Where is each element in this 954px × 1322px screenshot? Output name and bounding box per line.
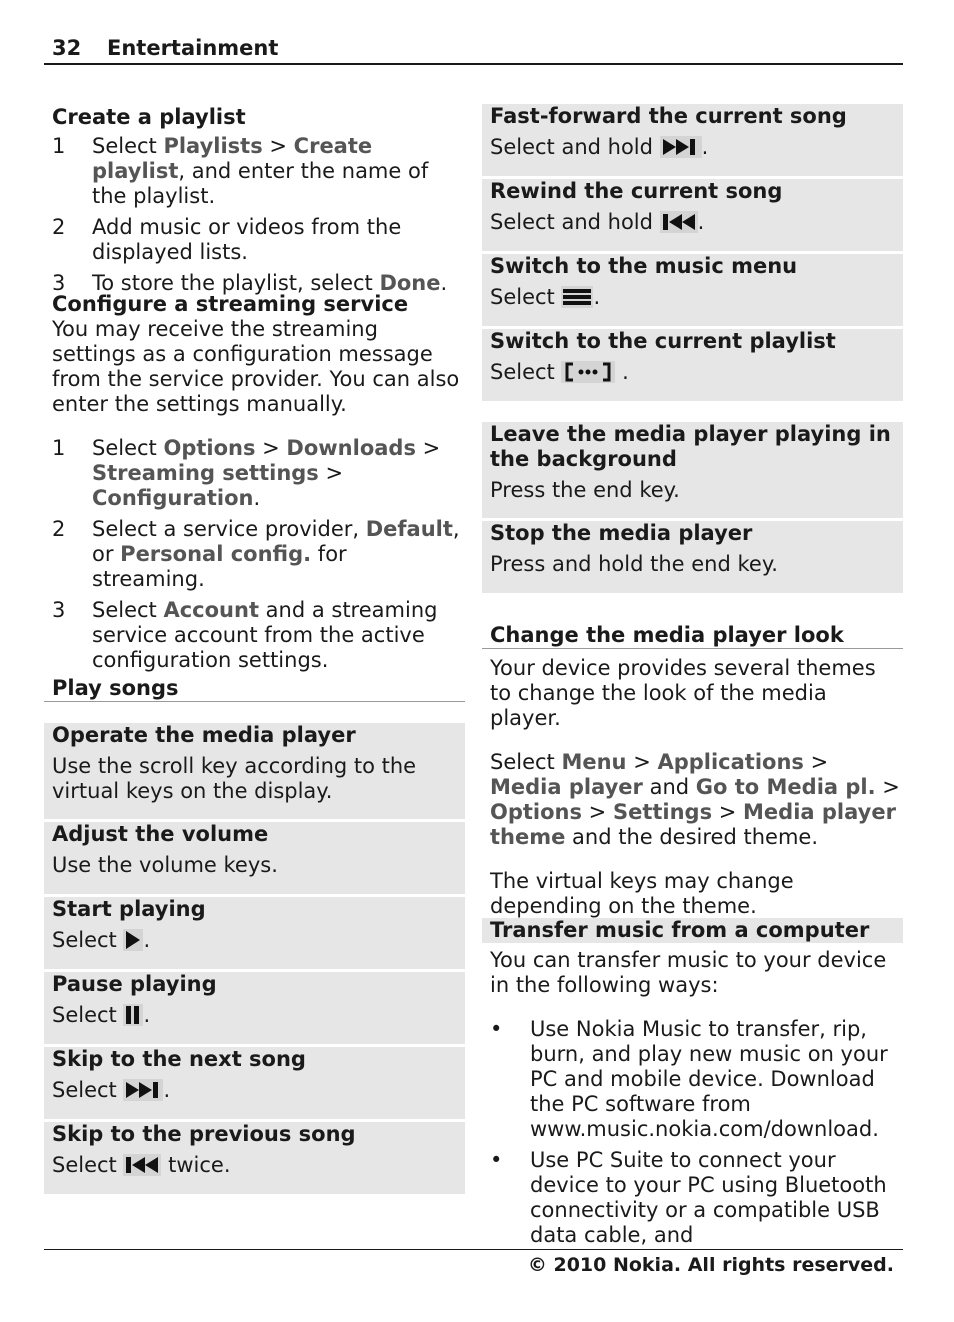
streaming-heading: Configure a streaming service [52, 292, 409, 316]
playlist-icon [561, 361, 615, 383]
box-previous: Skip to the previous song Select twice. [44, 1122, 465, 1194]
create-playlist-section [52, 105, 462, 302]
right-box-group-2 [482, 422, 903, 593]
footer-rule [44, 1249, 903, 1250]
list-item: 2 Select a service provider, Default, or Personal config. for streaming. [52, 517, 460, 591]
play-icon [123, 929, 143, 951]
transfer-bullets [490, 1017, 900, 1248]
skip-back-icon [660, 211, 698, 233]
streaming-intro: You may receive the streaming settings as a configuration message from the service provider. You can also enter the settings manually. [52, 317, 460, 416]
look-intro: Your device provides several themes to change the look of the media player. [490, 656, 876, 730]
header-rule [44, 63, 903, 65]
right-box-group-1 [482, 104, 903, 401]
look-note: The virtual keys may change depending on the theme. [490, 869, 794, 918]
skip-back-icon [123, 1154, 161, 1176]
box-fast-forward: Fast-forward the current song Select and hold . [482, 104, 903, 179]
transfer-section [490, 948, 900, 1254]
streaming-steps [52, 436, 462, 673]
list-item: 3 Select Account and a streaming service account from the active configuration settings. [52, 598, 438, 672]
pause-icon [123, 1004, 143, 1026]
list-item: 3 To store the playlist, select Done. [52, 271, 448, 295]
box-next: Skip to the next song Select . [44, 1047, 465, 1122]
box-music-menu: Switch to the music menu Select . [482, 254, 903, 329]
box-start: Start playing Select . [44, 897, 465, 972]
look-heading: Change the media player look [482, 623, 903, 649]
play-songs-box-group [44, 723, 465, 1194]
section-title: Entertainment [107, 36, 279, 60]
skip-forward-icon [660, 136, 702, 158]
box-background: Leave the media player playing in the background Press the end key. [482, 422, 903, 521]
create-playlist-steps [52, 134, 462, 296]
copyright: © 2010 Nokia. All rights reserved. [527, 1254, 894, 1276]
page-header [52, 36, 278, 61]
box-operate: Operate the media player Use the scroll key according to the virtual keys on the display. [44, 723, 465, 822]
box-current-playlist: Switch to the current playlist Select . [482, 329, 903, 401]
transfer-heading: Transfer music from a computer [482, 918, 903, 943]
streaming-section [52, 292, 462, 679]
menu-icon [561, 286, 593, 308]
page-number: 32 [52, 36, 82, 60]
play-songs-heading: Play songs [44, 676, 465, 702]
transfer-intro: You can transfer music to your device in the following ways: [490, 948, 887, 997]
box-volume: Adjust the volume Use the volume keys. [44, 822, 465, 897]
look-section [490, 656, 900, 919]
look-instructions: Select Menu > Applications > Media player and Go to Media pl. > Options > Settings > Media player theme and the desired theme. [490, 750, 900, 849]
list-item: 1 Select Options > Downloads > Streaming settings > Configuration. [52, 436, 441, 510]
box-pause: Pause playing Select . [44, 972, 465, 1047]
box-stop: Stop the media player Press and hold the end key. [482, 521, 903, 593]
skip-forward-icon [123, 1079, 163, 1101]
list-item: 1 Select Playlists > Create playlist, and enter the name of the playlist. [52, 134, 429, 208]
list-item: • Use Nokia Music to transfer, rip, burn, and play new music on your PC and mobile device. Download the PC software from www.music.nokia.com/download. [490, 1017, 888, 1141]
list-item: 2 Add music or videos from the displayed lists. [52, 215, 402, 264]
create-playlist-heading: Create a playlist [52, 105, 246, 129]
box-rewind: Rewind the current song Select and hold . [482, 179, 903, 254]
list-item: • Use PC Suite to connect your device to your PC using Bluetooth connectivity or a compatible USB data cable, and [490, 1148, 887, 1247]
